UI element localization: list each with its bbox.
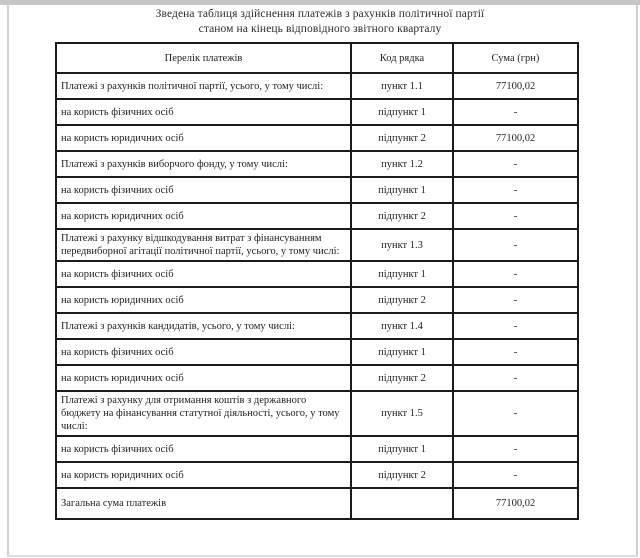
- table-row: [56, 177, 578, 203]
- sum-value-cell: -: [453, 229, 578, 261]
- payment-label-cell: на користь юридичних осіб: [56, 287, 351, 313]
- sum-value-cell: -: [453, 391, 578, 436]
- table-row: [56, 391, 578, 436]
- row-code-cell: підпункт 1: [351, 99, 453, 125]
- row-code-cell: пункт 1.1: [351, 73, 453, 99]
- sum-value-cell: -: [453, 261, 578, 287]
- sum-value-cell: -: [453, 436, 578, 462]
- row-code-cell: підпункт 2: [351, 365, 453, 391]
- row-code-cell: пункт 1.5: [351, 391, 453, 436]
- sum-value-cell: -: [453, 287, 578, 313]
- sum-value-cell: -: [453, 339, 578, 365]
- table-row: [56, 229, 578, 261]
- header-row-code: Код рядка: [351, 43, 453, 73]
- title-line-1: Зведена таблиця здійснення платежів з рахунків політичної партії: [155, 8, 485, 20]
- payment-label-cell: Платежі з рахунку відшкодування витрат з фінансуванням передвиборної агітації політичної партії, усього, у тому числі:: [56, 229, 351, 261]
- table-row: [56, 73, 578, 99]
- table-row: [56, 313, 578, 339]
- payment-label-cell: Платежі з рахунків політичної партії, усього, у тому числі:: [56, 73, 351, 99]
- row-code-cell: підпункт 1: [351, 261, 453, 287]
- sum-value-cell: -: [453, 313, 578, 339]
- sum-value-cell: -: [453, 99, 578, 125]
- sum-value-cell: -: [453, 151, 578, 177]
- payment-label-cell: на користь фізичних осіб: [56, 339, 351, 365]
- table-row: [56, 462, 578, 488]
- payment-label-cell: на користь юридичних осіб: [56, 125, 351, 151]
- payment-label-cell: на користь фізичних осіб: [56, 99, 351, 125]
- row-code-cell: підпункт 1: [351, 436, 453, 462]
- payment-label-cell: на користь юридичних осіб: [56, 462, 351, 488]
- header-payments-list: Перелік платежів: [56, 43, 351, 73]
- payment-label-cell: на користь юридичних осіб: [56, 365, 351, 391]
- table-row: [56, 261, 578, 287]
- payment-label-cell: на користь юридичних осіб: [56, 203, 351, 229]
- sum-value-cell: -: [453, 365, 578, 391]
- table-row: [56, 125, 578, 151]
- row-code-cell: підпункт 2: [351, 203, 453, 229]
- table-row: [56, 151, 578, 177]
- sum-value-cell: 77100,02: [453, 73, 578, 99]
- payments-table: [55, 42, 579, 520]
- payment-label-cell: Платежі з рахунку для отримання коштів з державного бюджету на фінансування статутної діяльності, усього, у тому числі:: [56, 391, 351, 436]
- payment-label-cell: на користь фізичних осіб: [56, 261, 351, 287]
- payment-label-cell: на користь фізичних осіб: [56, 177, 351, 203]
- table-row: [56, 203, 578, 229]
- table-row: [56, 287, 578, 313]
- table-row: [56, 436, 578, 462]
- table-header-row: [56, 43, 578, 73]
- row-code-cell: підпункт 1: [351, 339, 453, 365]
- row-code-cell: підпункт 2: [351, 287, 453, 313]
- top-border-strip: [0, 0, 640, 5]
- left-border-line: [7, 5, 9, 556]
- sum-value-cell: -: [453, 177, 578, 203]
- sum-value-cell: 77100,02: [453, 125, 578, 151]
- table-row: [56, 339, 578, 365]
- row-code-cell: підпункт 1: [351, 177, 453, 203]
- row-code-cell: пункт 1.2: [351, 151, 453, 177]
- row-code-cell: пункт 1.3: [351, 229, 453, 261]
- payment-label-cell: на користь фізичних осіб: [56, 436, 351, 462]
- payment-label-cell: Загальна сума платежів: [56, 488, 351, 519]
- document-title: [0, 7, 640, 37]
- sum-value-cell: -: [453, 462, 578, 488]
- table-row: [56, 99, 578, 125]
- row-code-cell: пункт 1.4: [351, 313, 453, 339]
- sum-value-cell: 77100,02: [453, 488, 578, 519]
- title-line-2: станом на кінець відповідного звітного кварталу: [198, 23, 442, 35]
- row-code-cell: підпункт 2: [351, 462, 453, 488]
- table-row: [56, 488, 578, 519]
- payments-table-body: [56, 73, 578, 519]
- row-code-cell: [351, 488, 453, 519]
- payment-label-cell: Платежі з рахунків виборчого фонду, у тому числі:: [56, 151, 351, 177]
- bottom-border-line: [7, 555, 638, 557]
- sum-value-cell: -: [453, 203, 578, 229]
- header-sum: Сума (грн): [453, 43, 578, 73]
- right-border-line: [636, 5, 638, 556]
- payment-label-cell: Платежі з рахунків кандидатів, усього, у тому числі:: [56, 313, 351, 339]
- table-row: [56, 365, 578, 391]
- row-code-cell: підпункт 2: [351, 125, 453, 151]
